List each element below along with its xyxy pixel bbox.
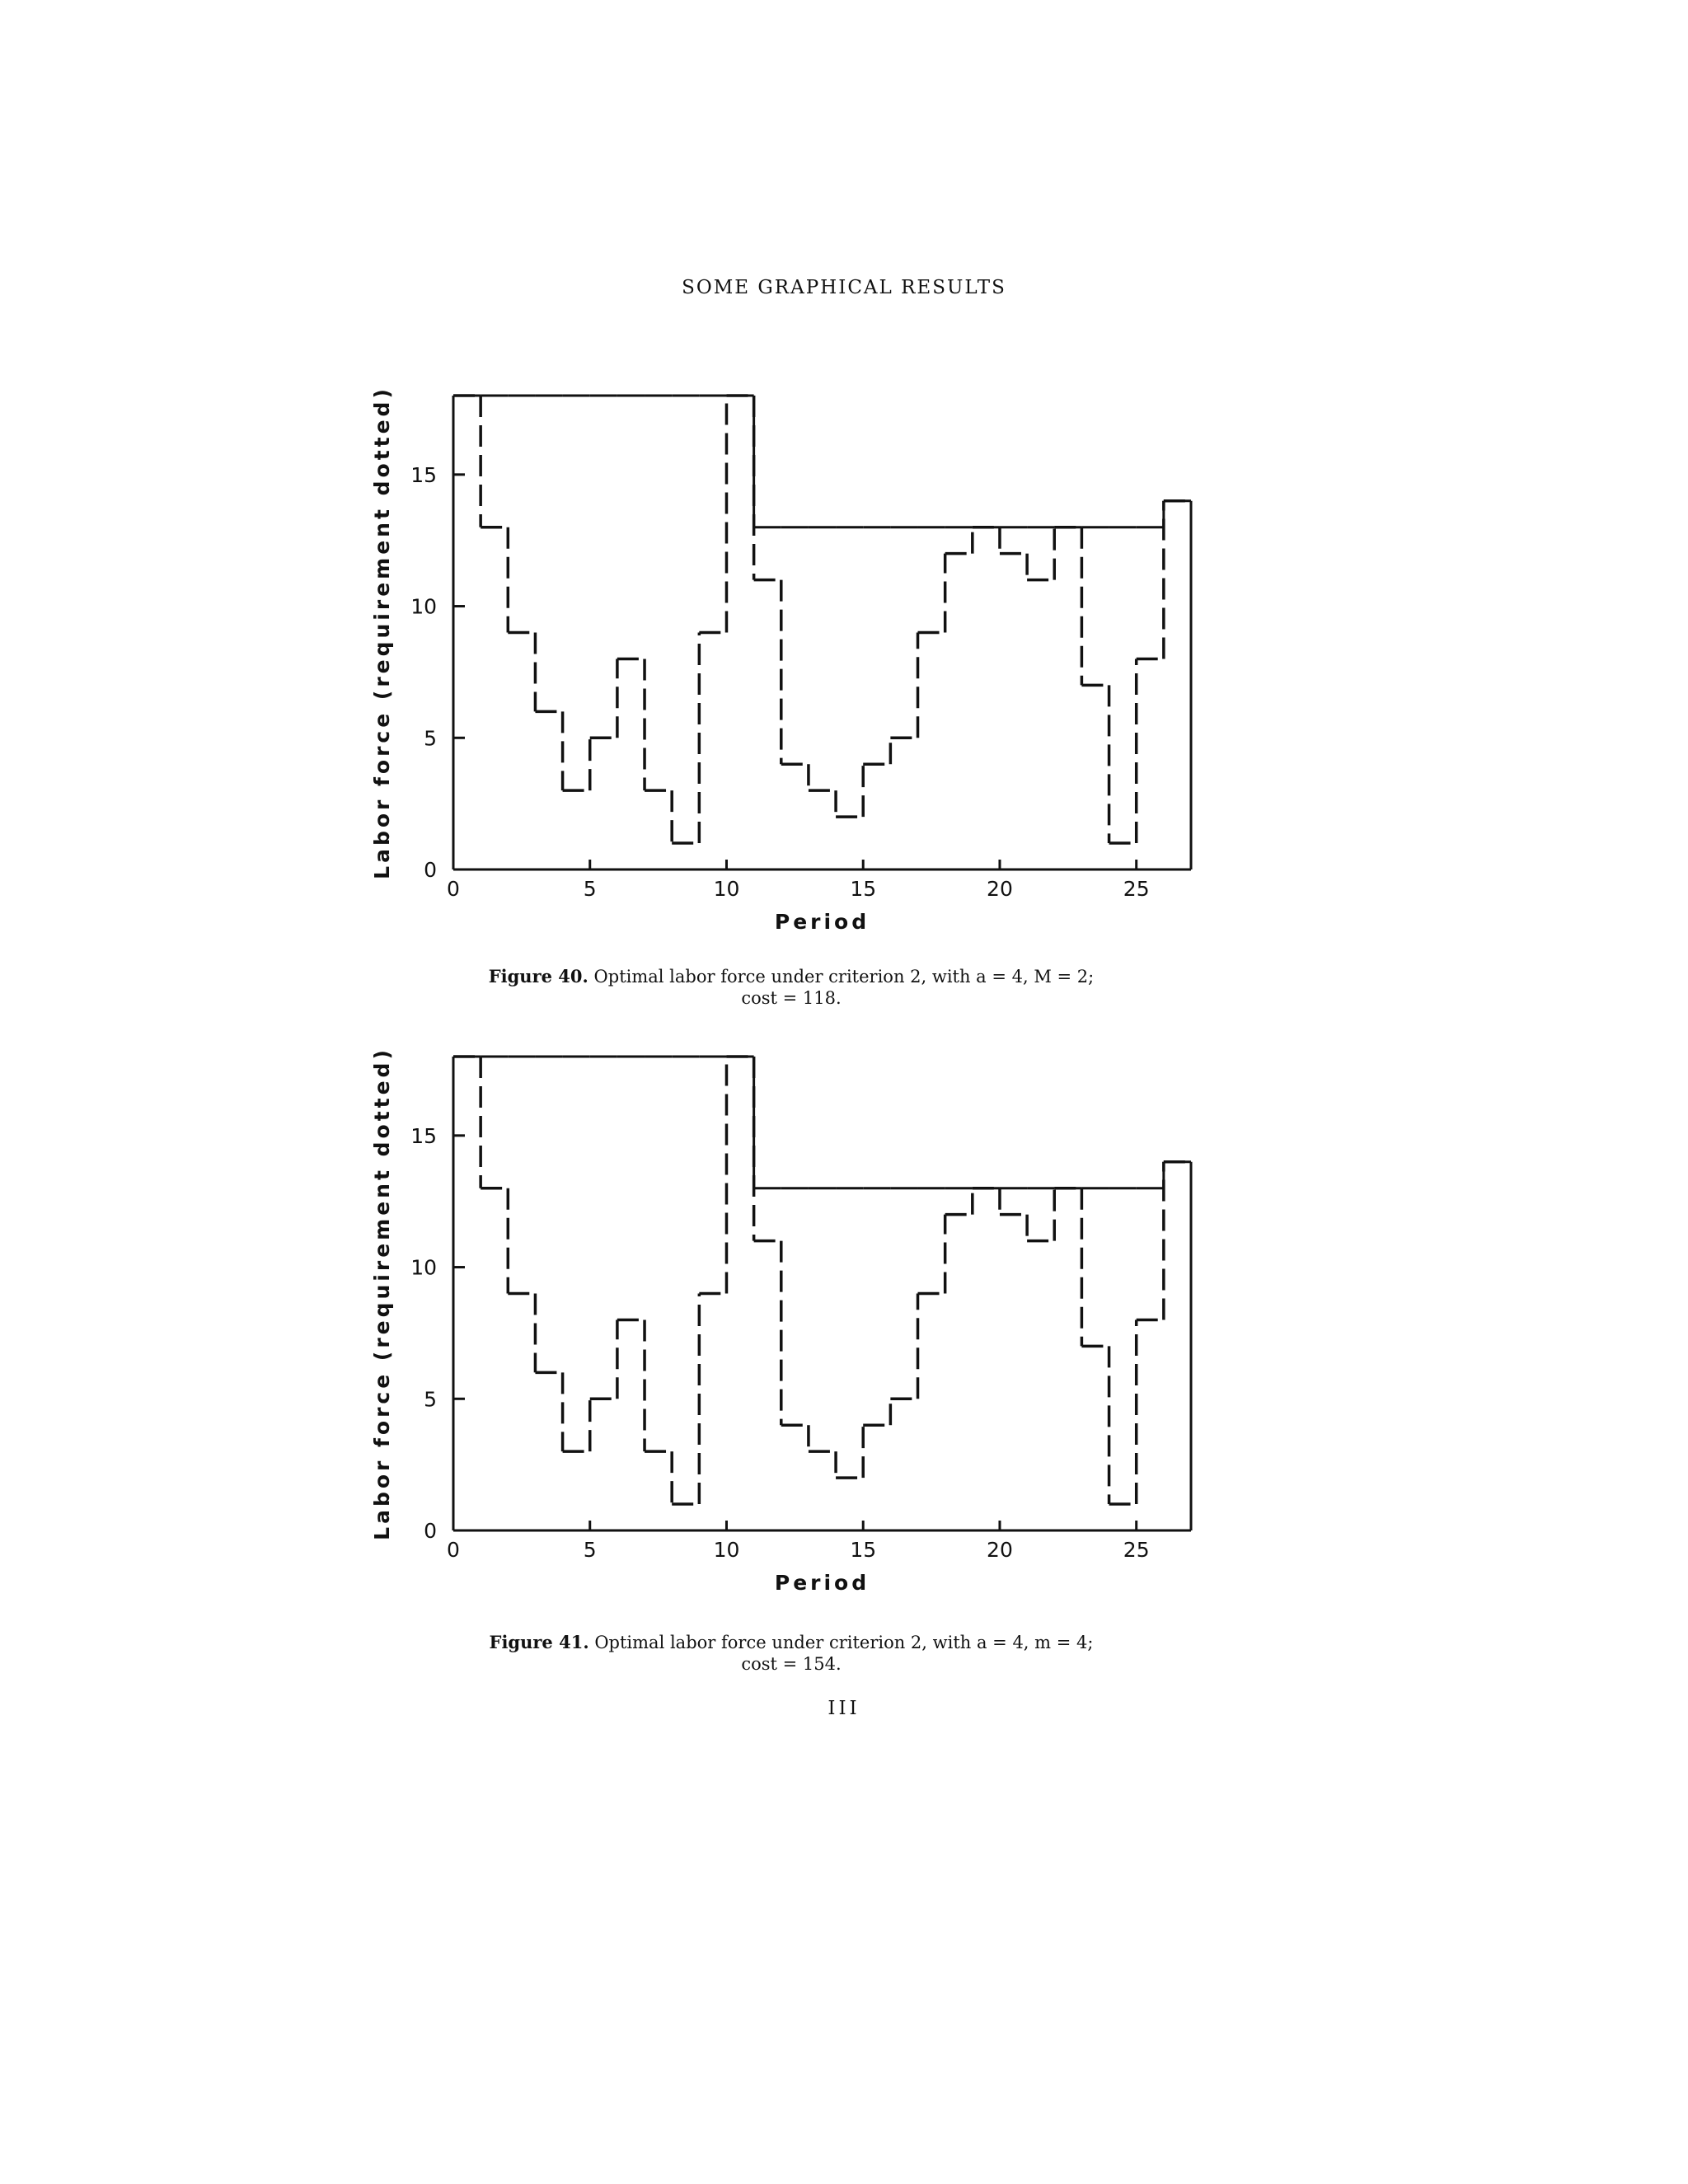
- caption-label: Figure 40.: [488, 966, 588, 987]
- y-tick-label: 10: [410, 594, 437, 619]
- running-head: SOME GRAPHICAL RESULTS: [682, 277, 1006, 298]
- caption-text: Optimal labor force under criterion 2, with a = 4, M = 2;: [593, 967, 1095, 987]
- y-tick-label: 15: [410, 1123, 437, 1148]
- x-tick-label: 15: [850, 1538, 877, 1562]
- y-tick-label: 5: [424, 726, 437, 751]
- x-tick-label: 5: [583, 877, 597, 901]
- figure-41: [346, 1040, 1253, 1617]
- x-tick-label: 0: [447, 877, 460, 901]
- caption-label: Figure 41.: [489, 1632, 589, 1652]
- x-tick-label: 25: [1123, 877, 1150, 901]
- y-tick-label: 0: [424, 858, 437, 882]
- x-tick-label: 10: [713, 1538, 740, 1562]
- x-axis-label: Period: [774, 1571, 870, 1595]
- y-axis-label: Labor force (requirement dotted): [370, 386, 394, 879]
- requirement-series: [453, 1057, 1191, 1504]
- caption-text: Optimal labor force under criterion 2, with a = 4, m = 4;: [594, 1633, 1094, 1652]
- x-tick-label: 25: [1123, 1538, 1150, 1562]
- caption-cost: cost = 118.: [741, 988, 842, 1008]
- x-tick-label: 20: [987, 1538, 1013, 1562]
- caption-figure-40: [379, 966, 1203, 1009]
- x-tick-label: 0: [447, 1538, 460, 1562]
- y-tick-label: 5: [424, 1387, 437, 1412]
- y-tick-label: 10: [410, 1255, 437, 1280]
- page-number: III: [828, 1698, 860, 1719]
- x-tick-label: 5: [583, 1538, 597, 1562]
- caption-figure-41: [379, 1632, 1203, 1675]
- caption-cost: cost = 154.: [741, 1654, 842, 1674]
- x-tick-label: 20: [987, 877, 1013, 901]
- y-tick-label: 0: [424, 1519, 437, 1543]
- x-tick-label: 10: [713, 877, 740, 901]
- y-axis-label: Labor force (requirement dotted): [370, 1047, 394, 1540]
- chart-figure-40: [346, 379, 1253, 956]
- x-axis-label: Period: [774, 910, 870, 934]
- y-tick-label: 15: [410, 462, 437, 487]
- figure-40: [346, 379, 1253, 956]
- requirement-series: [453, 396, 1191, 843]
- chart-figure-41: [346, 1040, 1253, 1617]
- x-tick-label: 15: [850, 877, 877, 901]
